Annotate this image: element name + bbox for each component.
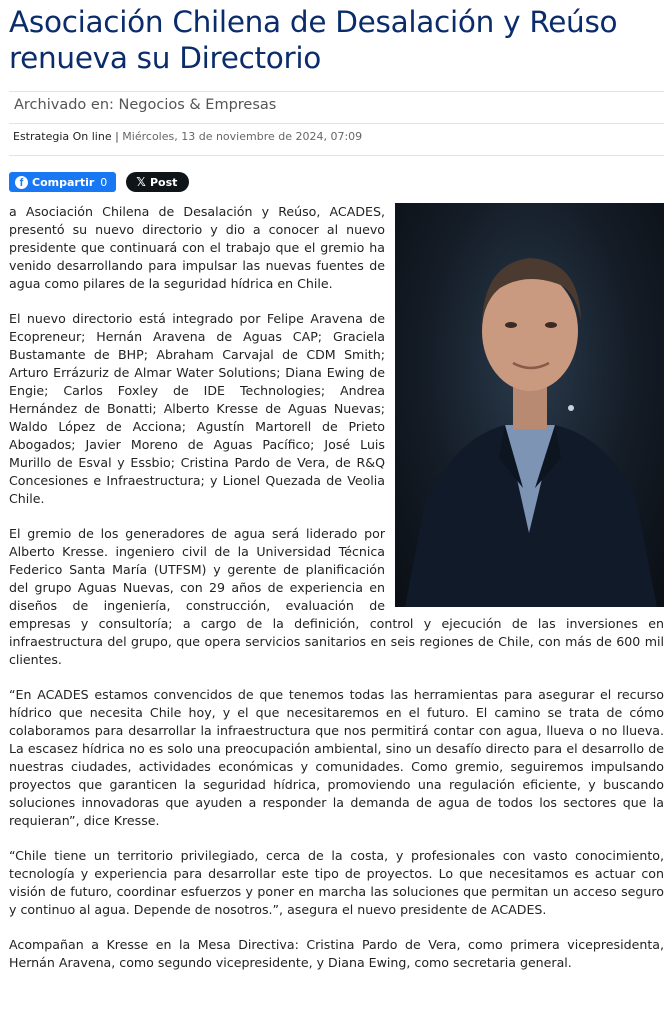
article-source[interactable]: Estrategia On line <box>13 130 112 143</box>
article-paragraph: Acompañan a Kresse en la Mesa Directiva: Cristina Pardo de Vera, como primera vicepresidenta, Hernán Aravena, como segundo vicepresidente, y Diana Ewing, como secretaria general. <box>9 937 664 970</box>
x-post-label: Post <box>149 175 178 189</box>
article-paragraph: “Chile tiene un territorio privilegiado, cerca de la costa, y profesionales con vasto conocimiento, tecnología y experiencia para desarrollar este tipo de proyectos. Lo que necesitamos es actuar con visión de futuro, coordinar esfuerzos y poner en marcha las soluciones que permitan un acceso seguro y continuo al agua. Depende de nosotros.”, asegura el nuevo presidente de ACADES. <box>9 848 664 917</box>
facebook-icon: f <box>15 176 28 189</box>
article-paragraph: a Asociación Chilena de Desalación y Reúso, ACADES, presentó su nuevo directorio y dio a conocer al nuevo presidente que continuará con el trabajo que el gremio ha venido desarrollando para impulsar las nuevas fuentes de agua como pilares de la seguridad hídrica en Chile. <box>9 204 385 291</box>
facebook-share-label: Compartir <box>32 175 95 189</box>
x-post-button[interactable] <box>126 172 189 192</box>
president-portrait-photo <box>395 203 664 607</box>
article-body <box>9 203 664 972</box>
archive-category[interactable]: Archivado en: Negocios & Empresas <box>9 91 664 124</box>
article-paragraph: “En ACADES estamos convencidos de que tenemos todas las herramientas para asegurar el recurso hídrico que necesita Chile hoy, y el que necesitaremos en el futuro. El camino se trata de cómo colaboramos para desarrollar la infraestructura que nos permitirá contar con agua, llueva o no llueva. La escasez hídrica no es solo una preocupación ambiental, sino un desafío directo para el desarrollo de nuestras ciudades, actividades económicas y comunidades. Como gremio, seguiremos impulsando proyectos que garanticen la seguridad hídrica, promoviendo una regulación eficiente, y buscando soluciones innovadoras que ayuden a responder la demanda de agua de todos los sectores que la requieran”, dice Kresse. <box>9 687 664 828</box>
facebook-share-button[interactable] <box>9 172 116 192</box>
share-bar <box>9 171 664 193</box>
article-title: Asociación Chilena de Desalación y Reúso renueva su Directorio <box>9 5 618 75</box>
article-meta <box>9 124 664 156</box>
facebook-share-count: 0 <box>100 175 108 189</box>
article-paragraph: El gremio de los generadores de agua será liderado por Alberto Kresse. ingeniero civil de la Universidad Técnica Federico Santa María (UTFSM) y gerente de planificación del grupo Aguas Nuevas, con 29 años de experiencia en diseños de ingeniería, construcción, evaluación de empresas y consultoría; a cargo de la definición, control y ejecución de las inversiones en infraestructura del grupo, que opera servicios sanitarios en seis regiones de Chile, con más de 600 mil clientes. <box>9 526 664 667</box>
article-paragraph: El nuevo directorio está integrado por Felipe Aravena de Ecopreneur; Hernán Aravena de Aguas CAP; Graciela Bustamante de BHP; Abraham Carvajal de CDM Smith; Arturo Errázuriz de Almar Water Solutions; Diana Ewing de Engie; Carlos Foxley de IDE Technologies; Andrea Hernández de Bonatti; Alberto Kresse de Aguas Nuevas; Waldo López de Acciona; Agustín Martorell de Prieto Abogados; Javier Moreno de Aguas Pacífico; José Luis Murillo de Esval y Essbio; Cristina Pardo de Vera, de R&Q Concesiones e Infraestructura; y Lionel Quezada de Veolia Chile. <box>9 311 385 506</box>
article-date: Miércoles, 13 de noviembre de 2024, 07:09 <box>122 130 363 143</box>
x-icon: 𝕏 <box>136 175 146 189</box>
meta-separator: | <box>111 130 123 143</box>
portrait-illustration <box>395 203 664 607</box>
